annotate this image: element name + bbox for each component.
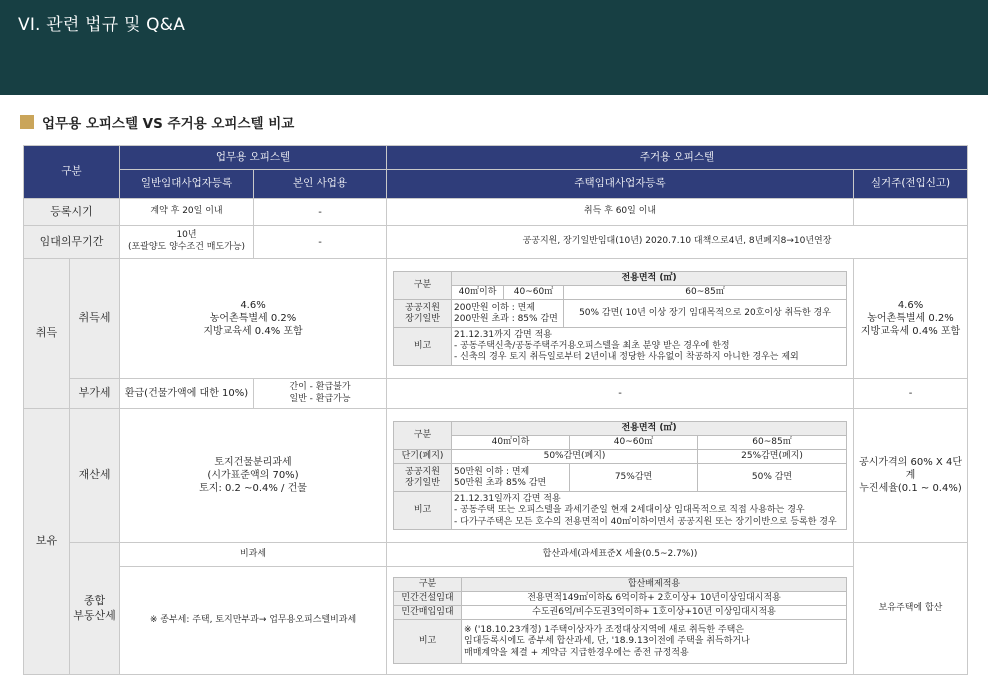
header-housing-rental: 주택임대사업자등록 xyxy=(387,170,854,199)
vat-housing: - xyxy=(387,379,854,409)
prop-inner-remark-label: 비고 xyxy=(394,492,452,530)
header-own-business: 본인 사업용 xyxy=(254,170,387,199)
prop-inner-row-val2: 75%감면 xyxy=(570,464,698,492)
comprehensive-housing-top: 합산과세(과세표준X 세율(0.5~2.7%)) xyxy=(387,543,854,567)
header-row-2 xyxy=(24,170,968,199)
acq-inner-gubun: 구분 xyxy=(394,271,452,300)
prop-inner-short-label: 단기(폐지) xyxy=(394,450,452,464)
acq-inner-col3: 60~85㎡ xyxy=(564,286,847,300)
acq-inner-remark-2: - 공동주택신축/공동주택주거용오피스텔을 최초 분양 받은 경우에 한정 xyxy=(454,341,730,352)
acq-inner-row1-label-2: 장기일반 xyxy=(405,313,440,324)
registration-own: - xyxy=(254,199,387,226)
bullet-square-icon xyxy=(20,115,34,129)
comparison-table xyxy=(23,145,968,675)
acquisition-inner-table xyxy=(393,271,847,367)
prop-inner-row-val1 xyxy=(452,464,570,492)
row-registration xyxy=(24,199,968,226)
property-actual-line2: 누진세율(0.1 ~ 0.4%) xyxy=(859,483,962,494)
vat-own xyxy=(254,379,387,409)
comp-inner-gubun: 구분 xyxy=(394,577,462,591)
prop-inner-col2: 40~60㎡ xyxy=(570,435,698,449)
acq-inner-col2: 40~60㎡ xyxy=(504,286,564,300)
registration-general: 계약 후 20일 이내 xyxy=(120,199,254,226)
acq-inner-remark-1: 21.12.31까지 감면 적용 xyxy=(454,329,552,340)
acquisition-actual-line1: 4.6% xyxy=(897,300,924,311)
obligation-general xyxy=(120,226,254,259)
acq-inner-area-header: 전용면적 (㎡) xyxy=(452,271,847,285)
vat-own-line1: 간이 - 환급불가 xyxy=(289,381,351,392)
acquisition-actual-line2: 농어촌특별세 0.2% xyxy=(867,313,954,324)
prop-inner-row-val1-1: 50만원 이하 : 면제 xyxy=(454,466,530,477)
acq-inner-remark xyxy=(452,328,847,366)
vat-label: 부가세 xyxy=(70,379,120,409)
comp-inner-remark-2: 임대등록시에도 종부세 합산과세, 단, '18.9.13이전에 주택을 취득하거나 xyxy=(464,636,750,647)
prop-inner-col3: 60~85㎡ xyxy=(698,435,847,449)
prop-inner-row-label-2: 장기일반 xyxy=(405,477,440,488)
prop-inner-area-header: 전용면적 (㎡) xyxy=(452,421,847,435)
row-vat xyxy=(24,379,968,409)
header-row-1 xyxy=(24,146,968,170)
obligation-general-line2: (포괄양도 양수조건 매도가능) xyxy=(127,242,246,252)
header-gubun: 구분 xyxy=(24,146,120,199)
prop-inner-row-label xyxy=(394,464,452,492)
comprehensive-inner-table xyxy=(393,577,847,665)
comp-inner-row1-label: 민간건설임대 xyxy=(394,591,462,605)
comp-inner-remark-3: 매매계약을 체결 + 계약금 지급한경우에는 종전 규정적용 xyxy=(464,647,689,658)
acquisition-business-line3: 지방교육세 0.4% 포함 xyxy=(203,326,303,337)
registration-label: 등록시기 xyxy=(24,199,120,226)
prop-inner-remark xyxy=(452,492,847,530)
vat-own-line2: 일반 - 환급가능 xyxy=(289,393,351,404)
property-actual-line1: 공시가격의 60% X 4단계 xyxy=(859,457,962,481)
comp-inner-remark-1: ※ ('18.10.23개정) 1주택이상자가 조정대상지역에 새로 취득한 주택은 xyxy=(464,625,744,635)
obligation-general-line1: 10년 xyxy=(176,230,197,241)
acquisition-business-line2: 농어촌특별세 0.2% xyxy=(209,313,297,324)
acq-inner-row1-val1-2: 200만원 초과 : 85% 감면 xyxy=(454,313,558,324)
acq-inner-remark-3: - 신축의 경우 토지 취득일로부터 2년이내 정당한 사유없이 착공하지 아니한 경우는 제외 xyxy=(454,352,799,363)
comp-inner-remark xyxy=(462,620,847,664)
acq-inner-col1: 40㎡이하 xyxy=(452,286,504,300)
prop-inner-remark-3: - 다가구주택은 모든 호수의 전용면적이 40㎡이하이면서 공공지원 또는 장기이반으로 등록한 경우 xyxy=(454,516,837,527)
comp-inner-remark-label: 비고 xyxy=(394,620,462,664)
prop-inner-row-val3: 50% 감면 xyxy=(698,464,847,492)
comprehensive-actual: 보유주택에 합산 xyxy=(854,543,968,675)
prop-inner-row-val1-2: 50만원 초과 85% 감면 xyxy=(454,477,547,488)
property-actual xyxy=(854,409,968,543)
prop-inner-col1: 40㎡이하 xyxy=(452,435,570,449)
section-title: 업무용 오피스텔 VS 주거용 오피스텔 비교 xyxy=(42,116,295,132)
prop-inner-short-val2: 25%감면(폐지) xyxy=(698,450,847,464)
prop-inner-short-val1: 50%감면(폐지) xyxy=(452,450,698,464)
header-residential: 주거용 오피스텔 xyxy=(387,146,968,170)
acq-inner-row1-val1-1: 200만원 이하 : 면제 xyxy=(454,302,535,313)
acq-inner-remark-label: 비고 xyxy=(394,328,452,366)
acq-inner-row1-val2: 50% 감면( 10년 이상 장기 임대목적으로 20호이상 취득한 경우 xyxy=(564,300,847,328)
acquisition-business xyxy=(120,259,387,379)
property-business-line3: 토지: 0.2 ~0.4% / 건물 xyxy=(199,483,307,494)
acq-inner-row1-val1 xyxy=(452,300,564,328)
row-comprehensive-detail xyxy=(24,567,968,675)
registration-housing: 취득 후 60일 이내 xyxy=(387,199,854,226)
prop-inner-gubun: 구분 xyxy=(394,421,452,450)
comprehensive-housing xyxy=(387,567,854,675)
header-business: 업무용 오피스텔 xyxy=(120,146,387,170)
registration-actual xyxy=(854,199,968,226)
property-business-line1: 토지건물분리과세 xyxy=(214,457,292,468)
row-comprehensive-top xyxy=(24,543,968,567)
comprehensive-tax-label-1: 종합 xyxy=(83,594,106,608)
prop-inner-remark-2: - 공동주택 또는 오피스텔을 과세기준일 현재 2세대이상 임대목적으로 직접 사용하는 경우 xyxy=(454,505,805,516)
comprehensive-tax-label-2: 부동산세 xyxy=(73,608,116,622)
vat-general: 환급(건물가액에 대한 10%) xyxy=(120,379,254,409)
prop-inner-remark-1: 21.12.31일까지 감면 적용 xyxy=(454,494,561,504)
obligation-own: - xyxy=(254,226,387,259)
comp-inner-row2-val: 수도권6억/비수도권3억이하+ 1호이상+10년 이상임대시적용 xyxy=(462,606,847,620)
property-inner-table xyxy=(393,421,847,531)
row-obligation xyxy=(24,226,968,259)
comprehensive-business-note: ※ 종부세: 주택, 토지만부과→ 업무용오피스텔비과세 xyxy=(120,567,387,675)
property-tax-label: 재산세 xyxy=(70,409,120,543)
vat-actual: - xyxy=(854,379,968,409)
row-acquisition-tax xyxy=(24,259,968,379)
acquisition-actual xyxy=(854,259,968,379)
acquisition-tax-label: 취득세 xyxy=(70,259,120,379)
holding-group-label: 보유 xyxy=(24,409,70,675)
section-heading xyxy=(20,113,294,131)
acquisition-housing xyxy=(387,259,854,379)
header-actual-residence: 실거주(전입신고) xyxy=(854,170,968,199)
acq-inner-row1-label-1: 공공지원 xyxy=(405,302,440,313)
acquisition-actual-line3: 지방교육세 0.4% 포함 xyxy=(860,326,961,337)
prop-inner-row-label-1: 공공지원 xyxy=(405,466,440,477)
comp-inner-row2-label: 민간매입임대 xyxy=(394,606,462,620)
acquisition-group-label: 취득 xyxy=(24,259,70,409)
page-header xyxy=(0,0,988,95)
comp-inner-row1-val: 전용면적149㎡이하& 6억이하+ 2호이상+ 10년이상임대시적용 xyxy=(462,591,847,605)
acquisition-business-line1: 4.6% xyxy=(240,300,266,311)
row-property-tax xyxy=(24,409,968,543)
header-general-rental: 일반임대사업자등록 xyxy=(120,170,254,199)
obligation-label: 임대의무기간 xyxy=(24,226,120,259)
acq-inner-row1-label xyxy=(394,300,452,328)
comp-inner-col-header: 합산배제적용 xyxy=(462,577,847,591)
comprehensive-tax-label xyxy=(70,543,120,675)
property-business-line2: (시가표준액의 70%) xyxy=(207,470,299,481)
page-title: VI. 관련 법규 및 Q&A xyxy=(18,15,186,35)
comprehensive-business-top: 비과세 xyxy=(120,543,387,567)
property-business xyxy=(120,409,387,543)
obligation-housing: 공공지원, 장기일반임대(10년) 2020.7.10 대책으로4년, 8년폐지8→10년연장 xyxy=(387,226,968,259)
property-housing xyxy=(387,409,854,543)
